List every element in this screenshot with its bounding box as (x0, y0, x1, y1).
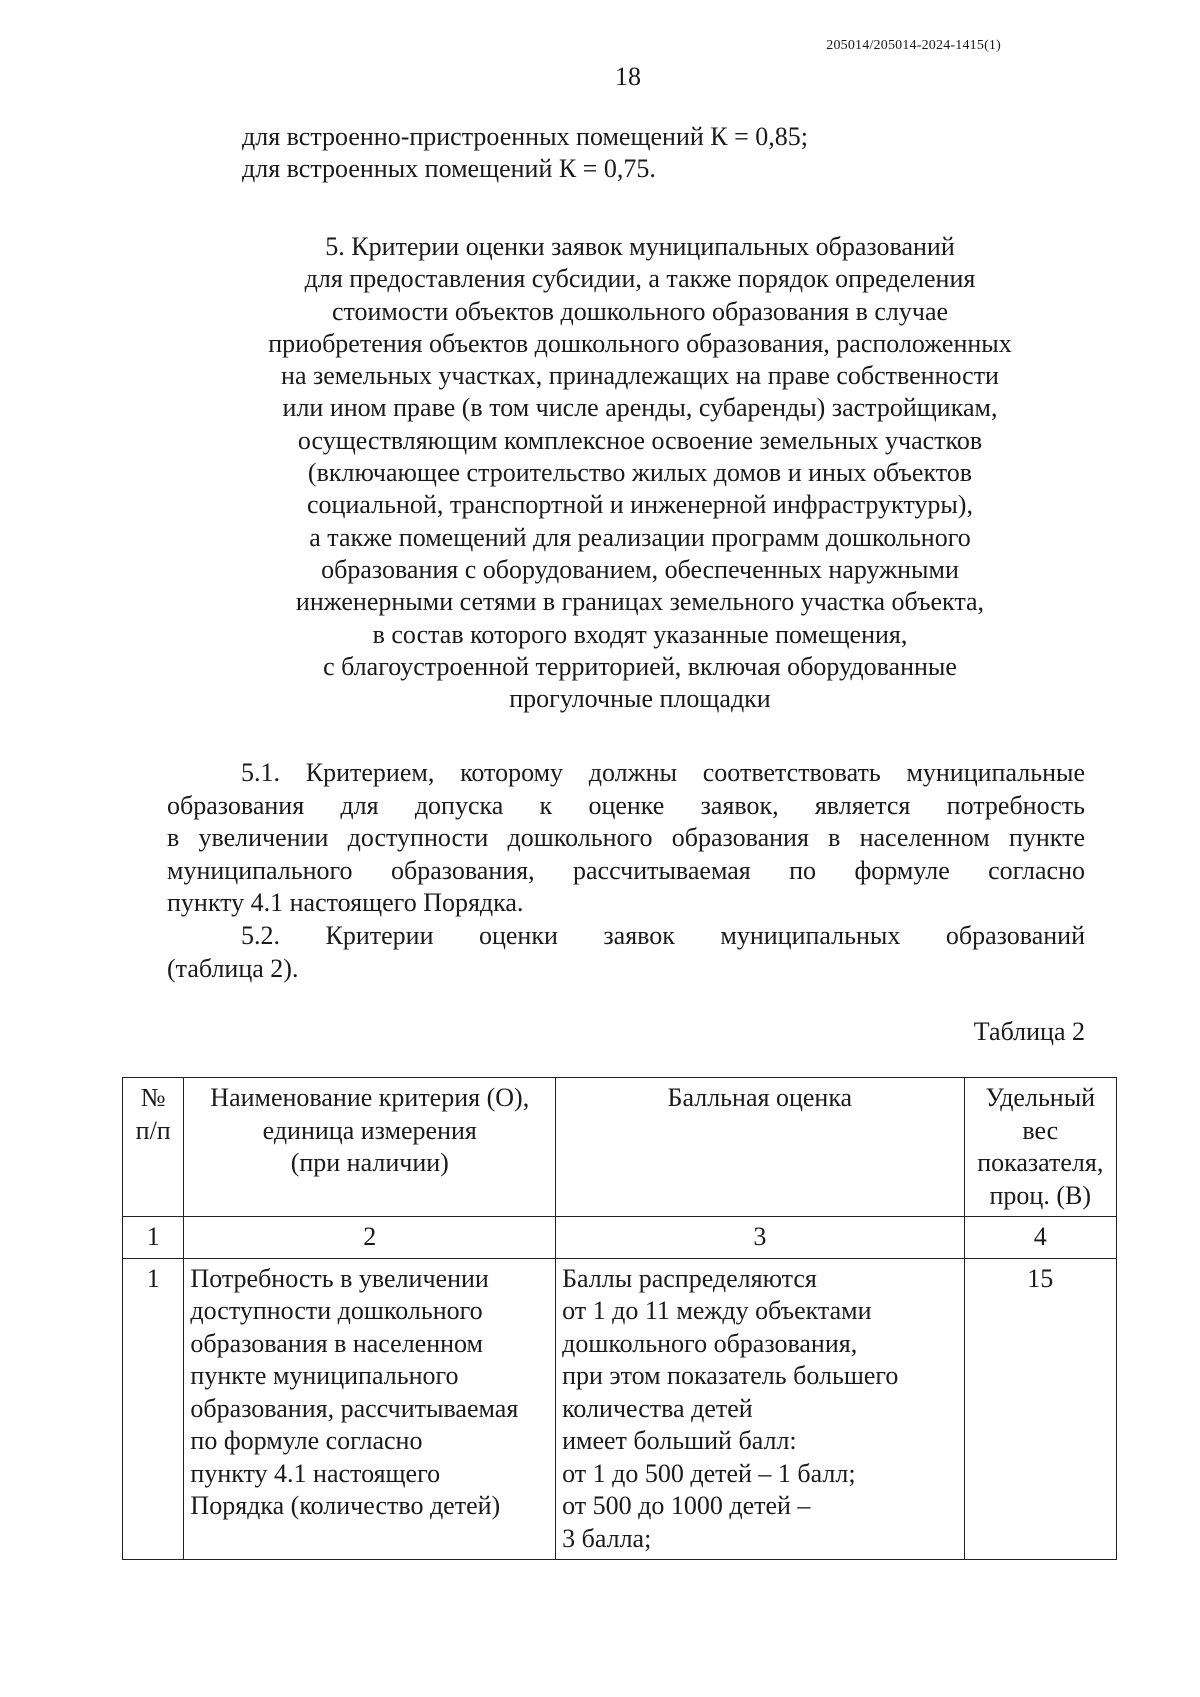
index-cell: 2 (184, 1217, 556, 1259)
title-line: 5. Критерии оценки заявок муниципальных образований (325, 232, 955, 261)
row-weight: 15 (964, 1258, 1116, 1560)
paragraph-line: 5.2. Критерии оценки заявок муниципальных образований (241, 921, 1085, 950)
index-cell: 3 (556, 1217, 964, 1259)
title-line: осуществляющим комплексное освоение земельных участков (297, 425, 983, 455)
document-id: 205014/205014-2024-1415(1) (826, 38, 1001, 53)
cell-line: имеет больший балл: (562, 1426, 797, 1455)
title-line: в состав которого входят указанные помещения, (372, 619, 908, 649)
title-line: стоимости объектов дошкольного образования в случае (331, 296, 949, 326)
title-line: социальной, транспортной и инженерной инфраструктуры), (307, 490, 973, 520)
title-line: (включающее строительство жилых домов и иных объектов (307, 458, 973, 488)
cell-line: образования, рассчитываемая (190, 1393, 519, 1423)
intro-line: для встроенных помещений К = 0,75. (242, 154, 656, 183)
header-line: Балльная оценка (667, 1083, 853, 1112)
table-header-row (123, 1078, 1117, 1217)
section-5-title (190, 231, 1090, 715)
table-caption: Таблица 2 (973, 1017, 1085, 1046)
cell-line: Потребность в увеличении (190, 1263, 489, 1293)
paragraph-line: образования для допуска к оценке заявок, является потребность (167, 790, 1085, 820)
paragraph-line: в увеличении доступности дошкольного образования в населенном пункте (167, 823, 1085, 852)
header-weight (964, 1078, 1116, 1217)
title-line: прогулочные площадки (509, 684, 771, 714)
title-line: или ином праве (в том числе аренды, субаренды) застройщикам, (282, 393, 998, 423)
cell-line: 3 балла; (562, 1523, 652, 1553)
paragraph-line: муниципального образования, рассчитываемая по формуле согласно (167, 855, 1085, 885)
paragraph-line: пункту 4.1 настоящего Порядка. (167, 888, 524, 917)
cell-line: образования в населенном (190, 1328, 483, 1358)
header-line: единица измерения (262, 1115, 477, 1145)
index-cell: 4 (964, 1217, 1116, 1259)
header-score (556, 1078, 964, 1217)
cell-line: Баллы распределяются (562, 1263, 817, 1293)
title-line: на земельных участках, принадлежащих на праве собственности (281, 361, 999, 391)
title-line: для предоставления субсидии, а также порядок определения (304, 264, 976, 294)
paragraph-5-2 (167, 920, 1085, 985)
header-line: показателя, (977, 1148, 1104, 1177)
header-num (123, 1078, 184, 1217)
cell-line: пункте муниципального (190, 1361, 459, 1390)
page-number: 18 (615, 62, 641, 91)
header-line: № (140, 1083, 166, 1112)
title-line: с благоустроенной территорией, включая оборудованные (323, 651, 957, 681)
row-criterion-name (184, 1258, 556, 1560)
index-cell: 1 (123, 1217, 184, 1259)
criteria-table (122, 1077, 1117, 1560)
cell-line: Порядка (количество детей) (190, 1491, 501, 1520)
cell-line: доступности дошкольного (190, 1296, 483, 1325)
cell-line: от 1 до 11 между объектами (562, 1296, 872, 1325)
paragraph-5-1 (167, 757, 1085, 920)
title-line: а также помещений для реализации программ дошкольного (309, 522, 971, 552)
cell-line: количества детей (562, 1393, 753, 1423)
cell-line: по формуле согласно (190, 1426, 423, 1455)
header-line: п/п (135, 1115, 171, 1145)
cell-line: от 1 до 500 детей – 1 балл; (562, 1458, 856, 1488)
row-num: 1 (123, 1258, 184, 1560)
header-line: вес (1022, 1115, 1059, 1145)
row-score-description (556, 1258, 964, 1560)
cell-line: от 500 до 1000 детей – (562, 1491, 811, 1520)
header-line: проц. (В) (989, 1180, 1092, 1210)
table-row (123, 1258, 1117, 1560)
title-line: инженерными сетями в границах земельного участка объекта, (295, 587, 985, 617)
table-index-row (123, 1217, 1117, 1259)
header-line: Удельный (985, 1083, 1096, 1112)
intro-text (242, 121, 808, 185)
cell-line: дошкольного образования, (562, 1328, 858, 1358)
title-line: приобретения объектов дошкольного образования, расположенных (268, 328, 1012, 358)
header-line: (при наличии) (290, 1148, 449, 1177)
intro-line: для встроенно-пристроенных помещений К = 0,85; (242, 122, 808, 151)
cell-line: пункту 4.1 настоящего (190, 1458, 441, 1488)
header-criterion-name (184, 1078, 556, 1217)
cell-line: при этом показатель большего (562, 1361, 899, 1390)
paragraph-line: 5.1. Критерием, которому должны соответствовать муниципальные (241, 758, 1085, 787)
title-line: образования с оборудованием, обеспеченных наружными (321, 554, 959, 584)
paragraph-line: (таблица 2). (167, 953, 299, 983)
header-line: Наименование критерия (О), (210, 1083, 530, 1112)
